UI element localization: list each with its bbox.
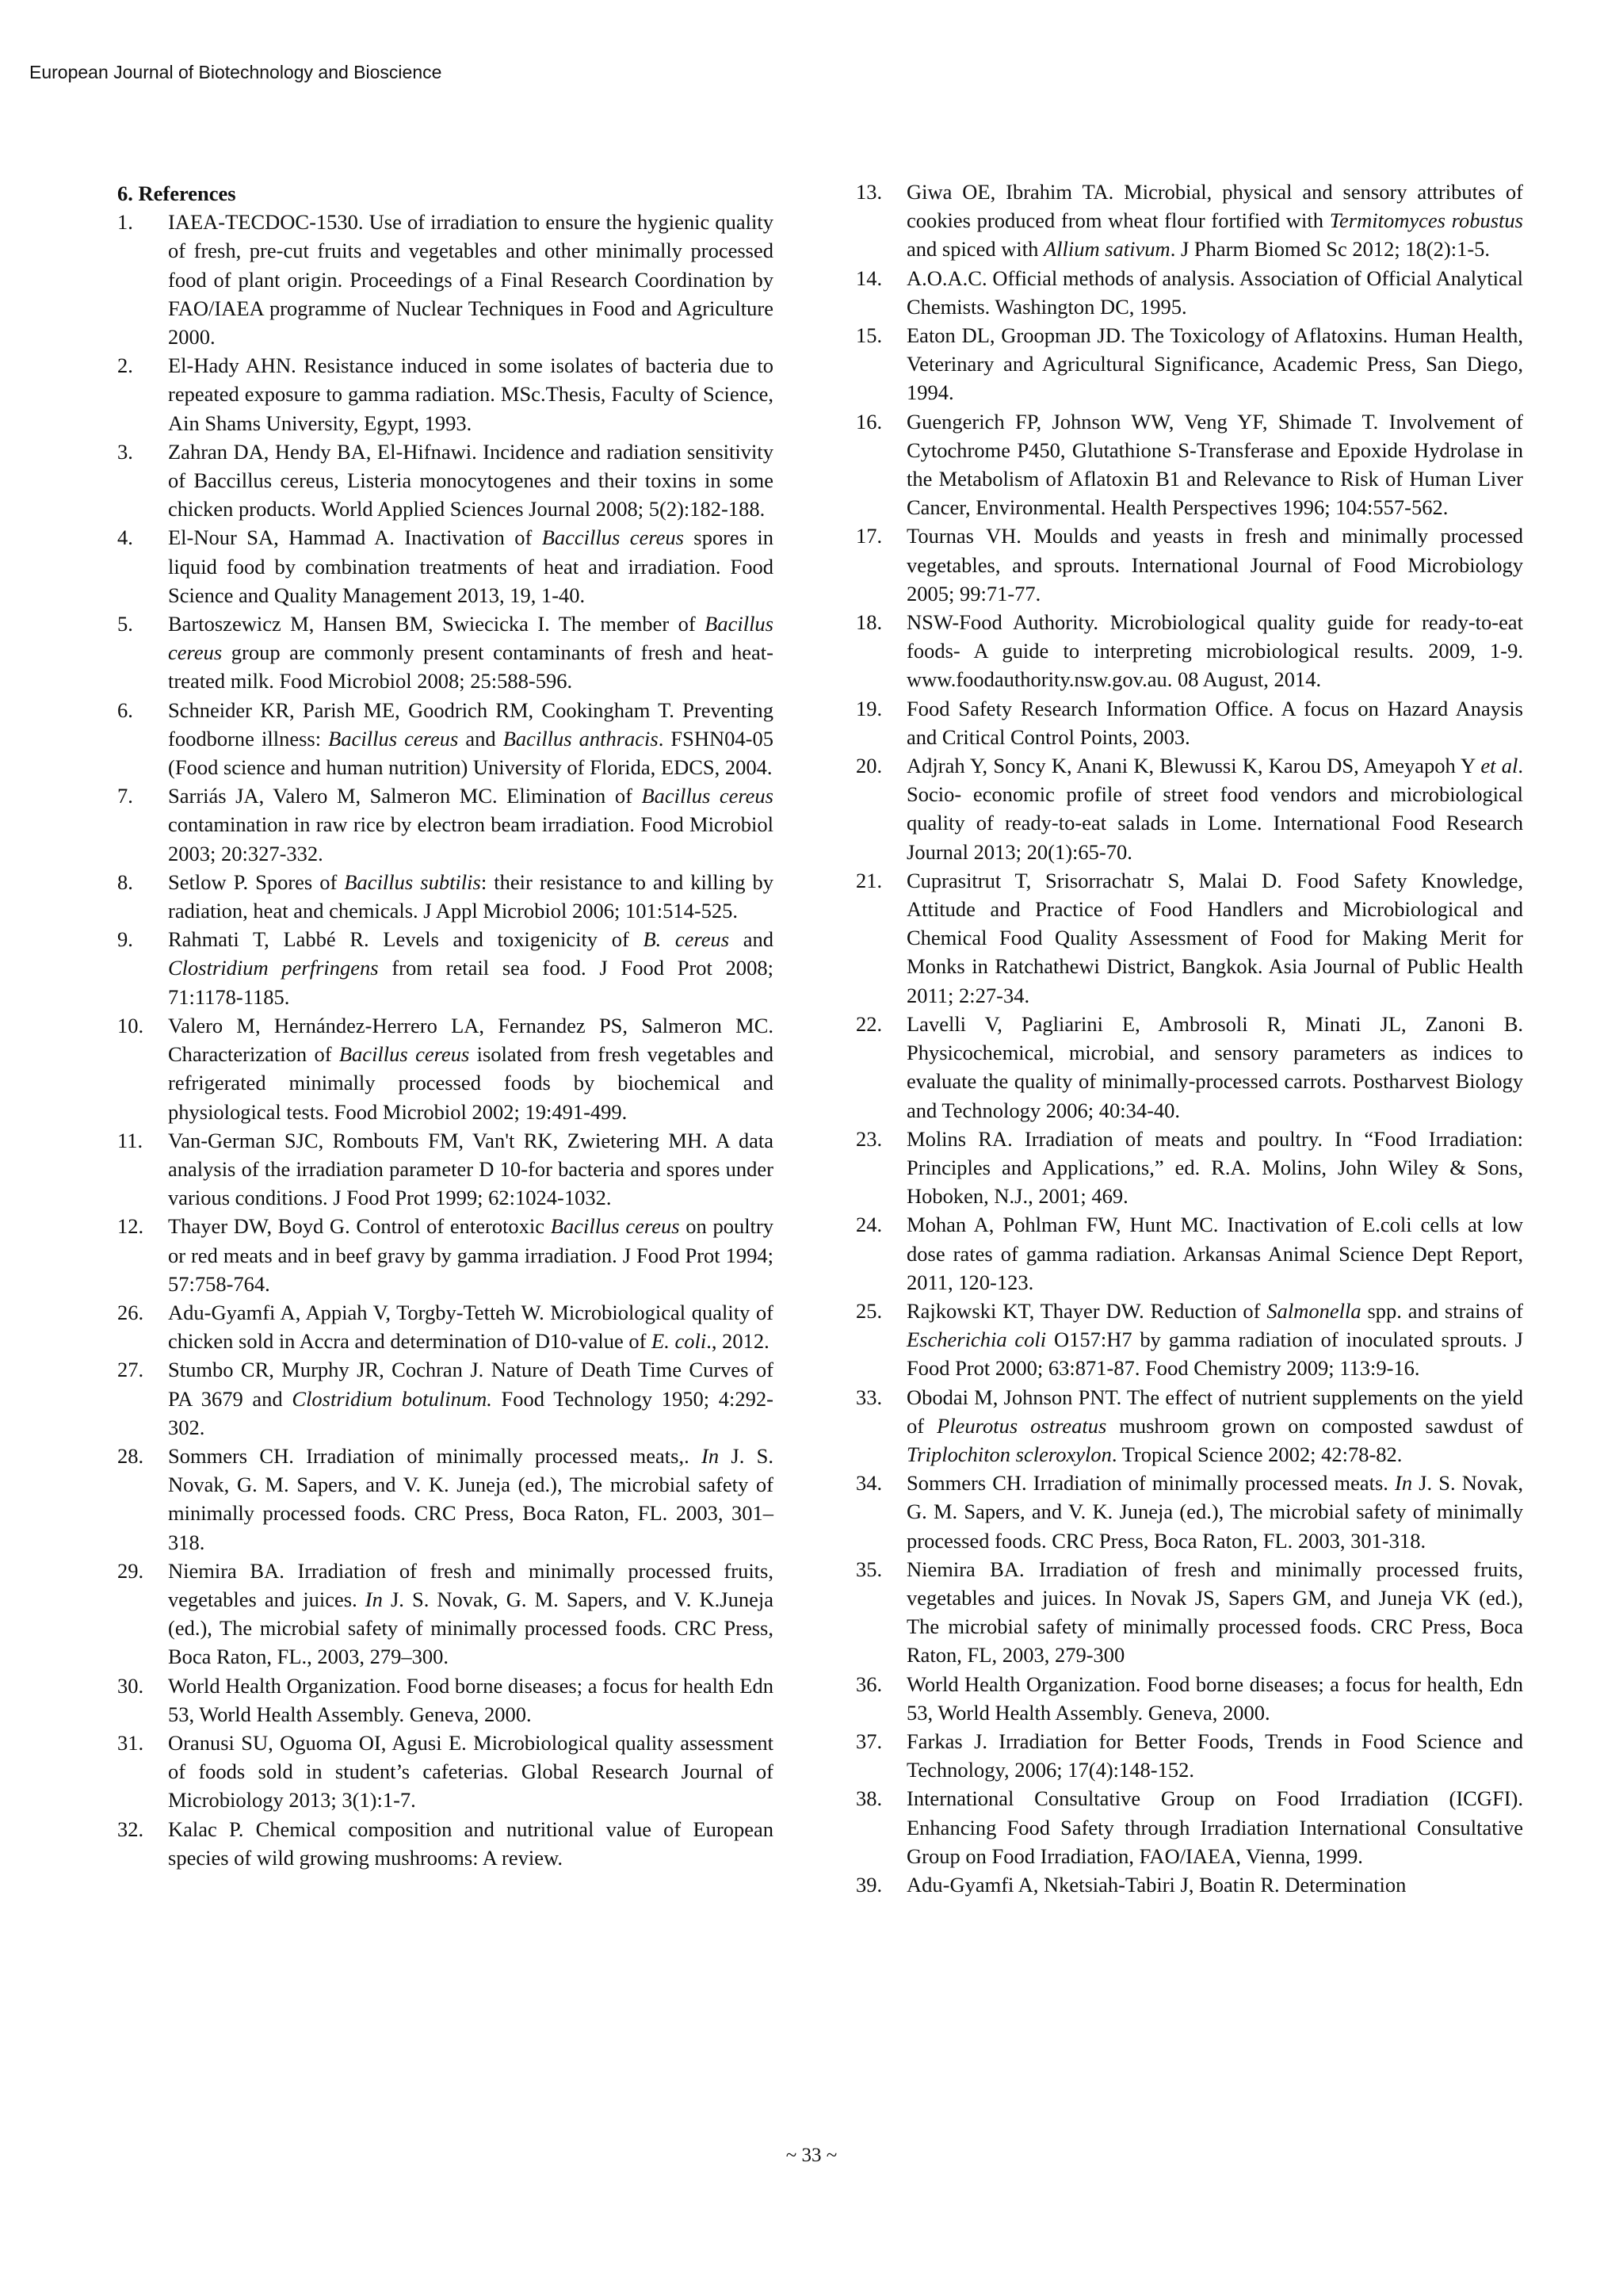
reference-item xyxy=(856,521,1523,608)
reference-number: 23. xyxy=(856,1126,883,1151)
reference-text: Adjrah Y, Soncy K, Anani K, Blewussi K, Karou DS, Ameyapoh Y et al. Socio- economic profile of street food vendors and microbiological quality of ready-to-eat salads in Lome. International Food Research Journal 2013; 20(1):65-70. xyxy=(907,754,1523,864)
section-title: 6. References xyxy=(117,181,236,205)
reference-text: Eaton DL, Groopman JD. The Toxicology of Aflatoxins. Human Health, Veterinary and Agricultural Significance, Academic Press, San Diego, 1994. xyxy=(907,323,1523,405)
reference-item xyxy=(856,1210,1523,1297)
reference-text: Tournas VH. Moulds and yeasts in fresh and minimally processed vegetables, and sprouts. International Journal of Food Microbiology 2005; 99:71-77. xyxy=(907,524,1523,606)
reference-number: 8. xyxy=(117,869,133,894)
reference-text: Sommers CH. Irradiation of minimally processed meats. In J. S. Novak, G. M. Sapers, and V. K. Juneja (ed.), The microbial safety of minimally processed foods. CRC Press, Boca Raton, FL. 2003, 301-318. xyxy=(907,1471,1524,1553)
reference-item xyxy=(856,321,1523,407)
reference-number: 34. xyxy=(856,1471,883,1496)
reference-text: World Health Organization. Food borne diseases; a focus for health, Edn 53, World Health Assembly. Geneva, 2000. xyxy=(907,1671,1523,1725)
reference-number: 12. xyxy=(117,1214,144,1239)
reference-number: 9. xyxy=(117,927,133,952)
reference-number: 1. xyxy=(117,210,133,235)
reference-item xyxy=(856,1870,1523,1899)
reference-text: Adu-Gyamfi A, Nketsiah-Tabiri J, Boatin R. Determination xyxy=(907,1872,1407,1897)
reference-list-left xyxy=(117,208,773,1872)
reference-item xyxy=(856,1555,1523,1670)
reference-item xyxy=(856,1297,1523,1383)
references-column-left xyxy=(117,179,773,1872)
reference-number: 19. xyxy=(856,696,883,720)
reference-item xyxy=(117,1815,773,1872)
reference-item xyxy=(856,751,1523,866)
reference-number: 7. xyxy=(117,784,133,808)
reference-text: Obodai M, Johnson PNT. The effect of nutrient supplements on the yield of Pleurotus ostreatus mushroom grown on composted sawdust of Triplochiton scleroxylon. Tropical Science 2002; 42:78-82. xyxy=(907,1385,1523,1466)
reference-text: International Consultative Group on Food Irradiation (ICGFI). Enhancing Food Safety through Irradiation International Consultative Group on Food Irradiation, FAO/IAEA, Vienna, 1999. xyxy=(907,1786,1523,1868)
reference-text: IAEA-TECDOC-1530. Use of irradiation to ensure the hygienic quality of fresh, pre-cut fruits and vegetables and other minimally processed food of plant origin. Proceedings of a Final Research Coordination by FAO/IAEA programme of Nuclear Techniques in Food and Agriculture 2000. xyxy=(168,210,773,350)
reference-item xyxy=(856,1670,1523,1727)
reference-number: 21. xyxy=(856,868,883,892)
reference-item xyxy=(856,264,1523,321)
reference-item xyxy=(856,1784,1523,1870)
reference-item xyxy=(856,608,1523,694)
reference-number: 17. xyxy=(856,524,883,548)
reference-text: Farkas J. Irradiation for Better Foods, Trends in Food Science and Technology, 2006; 17(4):148-152. xyxy=(907,1729,1523,1782)
reference-text: Sommers CH. Irradiation of minimally processed meats,. In J. S. Novak, G. M. Sapers, and V. K. Juneja (ed.), The microbial safety of minimally processed foods. CRC Press, Boca Raton, FL. 2003, 301–318. xyxy=(168,1443,773,1554)
reference-text: Giwa OE, Ibrahim TA. Microbial, physical and sensory attributes of cookies produced from wheat flour fortified with Termitomyces robustus and spiced with Allium sativum. J Pharm Biomed Sc 2012; 18(2):1-5. xyxy=(907,180,1523,262)
reference-item xyxy=(117,1729,773,1815)
running-header: European Journal of Biotechnology and Bioscience xyxy=(29,62,442,82)
reference-text: Molins RA. Irradiation of meats and poultry. In “Food Irradiation: Principles and Applications,” ed. R.A. Molins, John Wiley & Sons, Hoboken, N.J., 2001; 469. xyxy=(907,1126,1523,1209)
reference-number: 11. xyxy=(117,1128,143,1152)
reference-item xyxy=(117,208,773,351)
reference-text: NSW-Food Authority. Microbiological quality guide for ready-to-eat foods- A guide to interpreting microbiological results. 2009, 1-9. www.foodauthority.nsw.gov.au. 08 August, 2014. xyxy=(907,610,1523,692)
reference-item xyxy=(117,609,773,696)
reference-item xyxy=(117,1298,773,1355)
reference-item xyxy=(856,694,1523,751)
reference-item xyxy=(856,866,1523,1010)
reference-text: Bartoszewicz M, Hansen BM, Swiecicka I. The member of Bacillus cereus group are commonly present contaminants of fresh and heat-treated milk. Food Microbiol 2008; 25:588-596. xyxy=(168,612,773,693)
reference-item xyxy=(856,1125,1523,1211)
reference-item xyxy=(856,1383,1523,1469)
reference-text: Kalac P. Chemical composition and nutritional value of European species of wild growing mushrooms: A review. xyxy=(168,1817,773,1870)
reference-text: Niemira BA. Irradiation of fresh and minimally processed fruits, vegetables and juices. In J. S. Novak, G. M. Sapers, and V. K.Juneja (ed.), The microbial safety of minimally processed foods. CRC Press, Boca Raton, FL., 2003, 279–300. xyxy=(168,1558,773,1669)
reference-number: 14. xyxy=(856,266,883,290)
reference-text: Zahran DA, Hendy BA, El-Hifnawi. Incidence and radiation sensitivity of Baccillus cereus, Listeria monocytogenes and their toxins in some chicken products. World Applied Sciences Journal 2008; 5(2):182-188. xyxy=(168,439,773,521)
reference-item xyxy=(856,178,1523,264)
reference-item xyxy=(117,1355,773,1442)
reference-item xyxy=(117,437,773,524)
reference-item xyxy=(856,407,1523,522)
reference-list-right xyxy=(856,178,1523,1899)
reference-number: 38. xyxy=(856,1786,883,1811)
reference-text: A.O.A.C. Official methods of analysis. Association of Official Analytical Chemists. Washington DC, 1995. xyxy=(907,266,1523,319)
reference-number: 33. xyxy=(856,1385,883,1409)
reference-item xyxy=(856,1469,1523,1555)
reference-number: 18. xyxy=(856,610,883,635)
reference-item xyxy=(117,1212,773,1298)
reference-item xyxy=(117,1442,773,1557)
reference-item xyxy=(117,351,773,437)
reference-number: 32. xyxy=(117,1817,144,1841)
reference-item xyxy=(856,1010,1523,1125)
reference-number: 20. xyxy=(856,754,883,778)
reference-text: Rahmati T, Labbé R. Levels and toxigenicity of B. cereus and Clostridium perfringens from retail sea food. J Food Prot 2008; 71:1178-1185. xyxy=(168,927,774,1009)
reference-text: World Health Organization. Food borne diseases; a focus for health Edn 53, World Health Assembly. Geneva, 2000. xyxy=(168,1673,773,1726)
reference-number: 26. xyxy=(117,1300,144,1324)
reference-number: 2. xyxy=(117,353,133,378)
reference-number: 39. xyxy=(856,1872,883,1897)
reference-text: Adu-Gyamfi A, Appiah V, Torgby-Tetteh W. Microbiological quality of chicken sold in Accra and determination of D10-value of E. coli., 2012. xyxy=(168,1300,773,1354)
reference-text: El-Nour SA, Hammad A. Inactivation of Baccillus cereus spores in liquid food by combination treatments of heat and irradiation. Food Science and Quality Management 2013, 19, 1-40. xyxy=(168,525,773,607)
reference-number: 28. xyxy=(117,1443,144,1468)
reference-number: 22. xyxy=(856,1011,883,1036)
reference-number: 3. xyxy=(117,439,133,464)
reference-text: Schneider KR, Parish ME, Goodrich RM, Cookingham T. Preventing foodborne illness: Bacillus cereus and Bacillus anthracis. FSHN04-05 (Food science and human nutrition) University of Florida, EDCS, 2004. xyxy=(168,697,774,780)
reference-item xyxy=(117,696,773,782)
reference-number: 13. xyxy=(856,180,883,204)
reference-text: Sarriás JA, Valero M, Salmeron MC. Elimination of Bacillus cereus contamination in raw rice by electron beam irradiation. Food Microbiol 2003; 20:327-332. xyxy=(168,784,773,865)
reference-text: Rajkowski KT, Thayer DW. Reduction of Salmonella spp. and strains of Escherichia coli O157:H7 by gamma radiation of inoculated sprouts. J Food Prot 2000; 63:871-87. Food Chemistry 2009; 113:9-16. xyxy=(907,1298,1523,1381)
reference-number: 25. xyxy=(856,1298,883,1323)
reference-number: 6. xyxy=(117,697,133,722)
reference-text: Valero M, Hernández-Herrero LA, Fernandez PS, Salmeron MC. Characterization of Bacillus cereus isolated from fresh vegetables and refrigerated minimally processed foods by biochemical and physiological tests. Food Microbiol 2002; 19:491-499. xyxy=(168,1013,774,1124)
reference-number: 16. xyxy=(856,409,883,434)
reference-text: Cuprasitrut T, Srisorrachatr S, Malai D. Food Safety Knowledge, Attitude and Practice of Food Handlers and Microbiological and Chemical Food Quality Assessment of Food for Making Merit for Monks in Ratchathewi District, Bangkok. Asia Journal of Public Health 2011; 2:27-34. xyxy=(907,868,1523,1007)
references-column-right xyxy=(856,178,1523,1899)
page-number: ~ 33 ~ xyxy=(785,2145,838,2166)
reference-item xyxy=(117,868,773,925)
reference-number: 35. xyxy=(856,1557,883,1581)
reference-text: Oranusi SU, Oguoma OI, Agusi E. Microbiological quality assessment of foods sold in student’s cafeterias. Global Research Journal of Microbiology 2013; 3(1):1-7. xyxy=(168,1730,773,1813)
reference-number: 4. xyxy=(117,525,133,550)
reference-item xyxy=(117,781,773,868)
reference-text: Van-German SJC, Rombouts FM, Van't RK, Zwietering MH. A data analysis of the irradiation parameter D 10-for bacteria and spores under various conditions. J Food Prot 1999; 62:1024-1032. xyxy=(168,1128,773,1210)
reference-number: 10. xyxy=(117,1013,144,1037)
reference-number: 36. xyxy=(856,1671,883,1696)
reference-item xyxy=(117,1126,773,1213)
reference-item xyxy=(117,1557,773,1671)
reference-number: 27. xyxy=(117,1358,144,1382)
reference-text: Food Safety Research Information Office. A focus on Hazard Anaysis and Critical Control Points, 2003. xyxy=(907,696,1523,749)
reference-number: 24. xyxy=(856,1213,883,1237)
reference-number: 29. xyxy=(117,1558,144,1583)
reference-item xyxy=(117,925,773,1011)
reference-number: 31. xyxy=(117,1730,144,1755)
reference-text: Guengerich FP, Johnson WW, Veng YF, Shimade T. Involvement of Cytochrome P450, Glutathione S-Transferase and Epoxide Hydrolase in the Metabolism of Aflatoxin B1 and Relevance to Risk of Human Liver Cancer, Environmental. Health Perspectives 1996; 104:557-562. xyxy=(907,409,1523,520)
reference-item xyxy=(117,523,773,609)
reference-item xyxy=(117,1671,773,1729)
reference-text: Thayer DW, Boyd G. Control of enterotoxic Bacillus cereus on poultry or red meats and in beef gravy by gamma irradiation. J Food Prot 1994; 57:758-764. xyxy=(168,1214,773,1296)
reference-number: 15. xyxy=(856,323,883,348)
reference-number: 37. xyxy=(856,1729,883,1753)
reference-text: Lavelli V, Pagliarini E, Ambrosoli R, Minati JL, Zanoni B. Physicochemical, microbial, and sensory parameters as indices to evaluate the quality of minimally-processed carrots. Postharvest Biology and Technology 2006; 40:34-40. xyxy=(907,1011,1523,1122)
reference-item xyxy=(856,1727,1523,1784)
reference-number: 30. xyxy=(117,1673,144,1698)
reference-text: Mohan A, Pohlman FW, Hunt MC. Inactivation of E.coli cells at low dose rates of gamma radiation. Arkansas Animal Science Dept Report, 2011, 120-123. xyxy=(907,1213,1523,1294)
reference-number: 5. xyxy=(117,612,133,636)
reference-text: El-Hady AHN. Resistance induced in some isolates of bacteria due to repeated exposure to gamma radiation. MSc.Thesis, Faculty of Science, Ain Shams University, Egypt, 1993. xyxy=(168,353,773,435)
reference-text: Stumbo CR, Murphy JR, Cochran J. Nature of Death Time Curves of PA 3679 and Clostridium botulinum. Food Technology 1950; 4:292-302. xyxy=(168,1358,773,1439)
reference-text: Setlow P. Spores of Bacillus subtilis: their resistance to and killing by radiation, heat and chemicals. J Appl Microbiol 2006; 101:514-525. xyxy=(168,869,773,923)
reference-text: Niemira BA. Irradiation of fresh and minimally processed fruits, vegetables and juices. In Novak JS, Sapers GM, and Juneja VK (ed.), The microbial safety of minimally processed foods. CRC Press, Boca Raton, FL, 2003, 279-300 xyxy=(907,1557,1523,1668)
reference-item xyxy=(117,1011,773,1126)
